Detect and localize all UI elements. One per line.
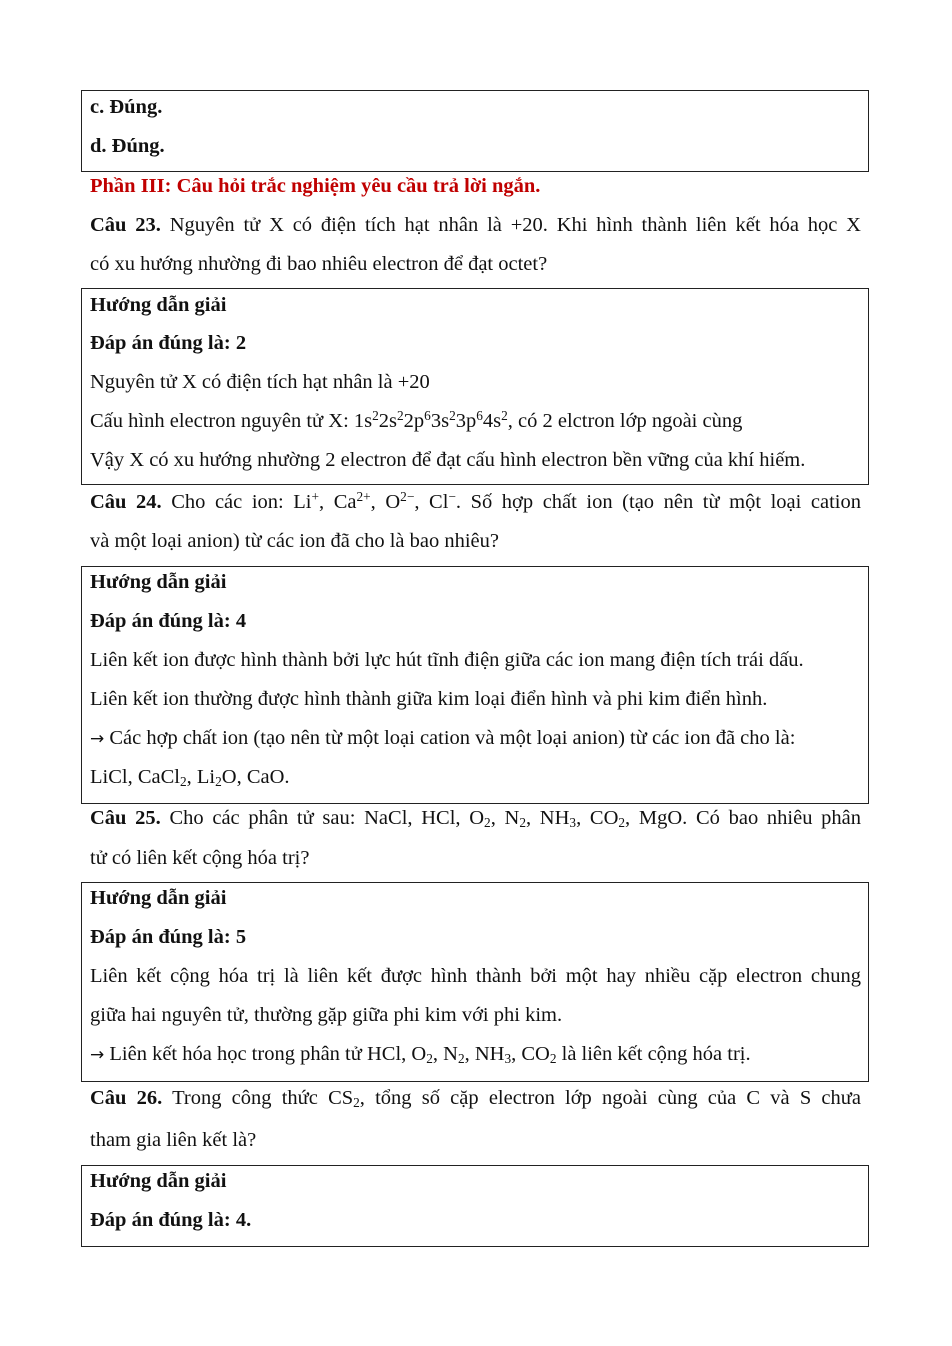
solution-25-line2: giữa hai nguyên tử, thường gặp giữa phi kim với phi kim. — [90, 1004, 563, 1026]
q24-charge: + — [311, 489, 320, 504]
section-title-part3: Phần III: Câu hỏi trắc nghiệm yêu cầu trả lời ngắn. — [90, 175, 541, 197]
solution-25-line1: Liên kết cộng hóa trị là liên kết được hình thành bởi một hay nhiều cặp electron chung — [90, 965, 861, 987]
config-orbital: 2s — [378, 410, 398, 432]
q25-subscript: 2 — [618, 815, 626, 830]
formula-text: là liên kết cộng hóa trị. — [556, 1043, 751, 1065]
solution-25-heading: Hướng dẫn giải — [90, 887, 227, 909]
formula-subscript: 2 — [426, 1051, 433, 1066]
q25-text: , NH — [525, 807, 570, 829]
solution-24-line3 — [90, 725, 795, 751]
question-23-label: Câu 23. — [90, 214, 161, 236]
formula-text: , Li — [186, 766, 216, 788]
config-count: 6 — [476, 408, 483, 423]
formula-text: LiCl, CaCl — [90, 766, 180, 788]
solution-23-config-prefix: Cấu hình electron nguyên tử X: — [90, 410, 354, 432]
q24-text: , O — [370, 491, 401, 513]
answer-d: d. Đúng. — [90, 135, 165, 157]
solution-24-answer: Đáp án đúng là: 4 — [90, 610, 247, 632]
config-orbital: 3s — [430, 410, 450, 432]
solution-26-heading: Hướng dẫn giải — [90, 1170, 227, 1192]
q26-text: , tổng số cặp electron lớp ngoài cùng của C và S chưa — [359, 1087, 861, 1109]
config-count: 2 — [372, 408, 379, 423]
formula-subscript: 2 — [549, 1051, 557, 1066]
question-24-line1 — [90, 489, 861, 515]
config-count: 2 — [449, 408, 456, 423]
answer-c: c. Đúng. — [90, 96, 163, 118]
solution-24-line2: Liên kết ion thường được hình thành giữa kim loại điển hình và phi kim điển hình. — [90, 688, 768, 710]
solution-25-answer: Đáp án đúng là: 5 — [90, 926, 247, 948]
config-count: 6 — [424, 408, 431, 423]
q25-subscript: 2 — [484, 815, 491, 830]
q25-subscript: 2 — [519, 815, 526, 830]
q24-charge: 2− — [400, 489, 415, 504]
formula-subscript: 2 — [179, 774, 187, 789]
solution-26-answer: Đáp án đúng là: 4. — [90, 1209, 252, 1231]
solution-24-line1: Liên kết ion được hình thành bởi lực hút tĩnh điện giữa các ion mang điện tích trái dấu. — [90, 649, 804, 671]
formula-text: Liên kết hóa học trong phân tử HCl, O — [104, 1043, 427, 1065]
solution-23-line3: Vậy X có xu hướng nhường 2 electron để đạt cấu hình electron bền vững của khí hiếm. — [90, 449, 806, 471]
q25-text: Cho các phân tử sau: NaCl, HCl, O — [160, 807, 485, 829]
question-25-label: Câu 25. — [90, 807, 161, 829]
solution-23-heading: Hướng dẫn giải — [90, 294, 227, 316]
solution-23-line2 — [90, 408, 742, 434]
question-23-text1: Nguyên tử X có điện tích hạt nhân là +20. Khi hình thành liên kết hóa học X — [160, 214, 861, 236]
config-count: 2 — [397, 408, 404, 423]
arrow-right-icon: → — [90, 729, 105, 749]
config-orbital: 1s — [353, 410, 373, 432]
solution-25-line3 — [90, 1041, 751, 1067]
solution-24-heading: Hướng dẫn giải — [90, 571, 227, 593]
config-orbital: 4s — [482, 410, 502, 432]
formula-text: , NH — [464, 1043, 505, 1065]
q25-text: , N — [490, 807, 520, 829]
q26-text: Trong công thức CS — [162, 1087, 354, 1109]
q25-text: , CO — [576, 807, 619, 829]
q24-charge: 2+ — [356, 489, 371, 504]
solution-23-config-suffix: , có 2 elctron lớp ngoài cùng — [507, 410, 743, 432]
q25-subscript: 3 — [569, 815, 577, 830]
question-25-line2: tử có liên kết cộng hóa trị? — [90, 847, 310, 869]
formula-subscript: 2 — [457, 1051, 465, 1066]
question-24-label: Câu 24. — [90, 491, 162, 513]
question-23-line1 — [90, 212, 861, 238]
question-26-line1 — [90, 1085, 861, 1111]
q24-text: , Ca — [319, 491, 357, 513]
question-24-line2: và một loại anion) từ các ion đã cho là bao nhiêu? — [90, 530, 500, 552]
arrow-right-icon: → — [90, 1045, 105, 1065]
formula-text: , N — [432, 1043, 458, 1065]
question-23-line2: có xu hướng nhường đi bao nhiêu electron để đạt octet? — [90, 253, 548, 275]
solution-23-line1: Nguyên tử X có điện tích hạt nhân là +20 — [90, 371, 430, 393]
answer-box-previous — [81, 90, 869, 172]
config-orbital: 2p — [403, 410, 425, 432]
solution-24-line4 — [90, 764, 290, 790]
q26-subscript: 2 — [353, 1095, 360, 1110]
q24-charge: − — [448, 489, 456, 504]
formula-subscript: 2 — [215, 774, 222, 789]
q25-text: , MgO. Có bao nhiêu phân — [625, 807, 861, 829]
q24-text: . Số hợp chất ion (tạo nên từ một loại cation — [455, 491, 861, 513]
question-25-line1 — [90, 805, 861, 831]
formula-text: , CO — [511, 1043, 550, 1065]
config-count: 2 — [501, 408, 508, 423]
electron-configuration — [354, 410, 508, 432]
q24-text: , Cl — [414, 491, 449, 513]
q24-text: Cho các ion: Li — [161, 491, 312, 513]
solution-24-line3-text: Các hợp chất ion (tạo nên từ một loại cation và một loại anion) từ các ion đã cho là: — [104, 727, 796, 749]
formula-subscript: 3 — [504, 1051, 512, 1066]
formula-text: O, CaO. — [221, 766, 290, 788]
solution-23-answer: Đáp án đúng là: 2 — [90, 332, 247, 354]
question-26-line2: tham gia liên kết là? — [90, 1129, 257, 1151]
config-orbital: 3p — [455, 410, 477, 432]
question-26-label: Câu 26. — [90, 1087, 163, 1109]
